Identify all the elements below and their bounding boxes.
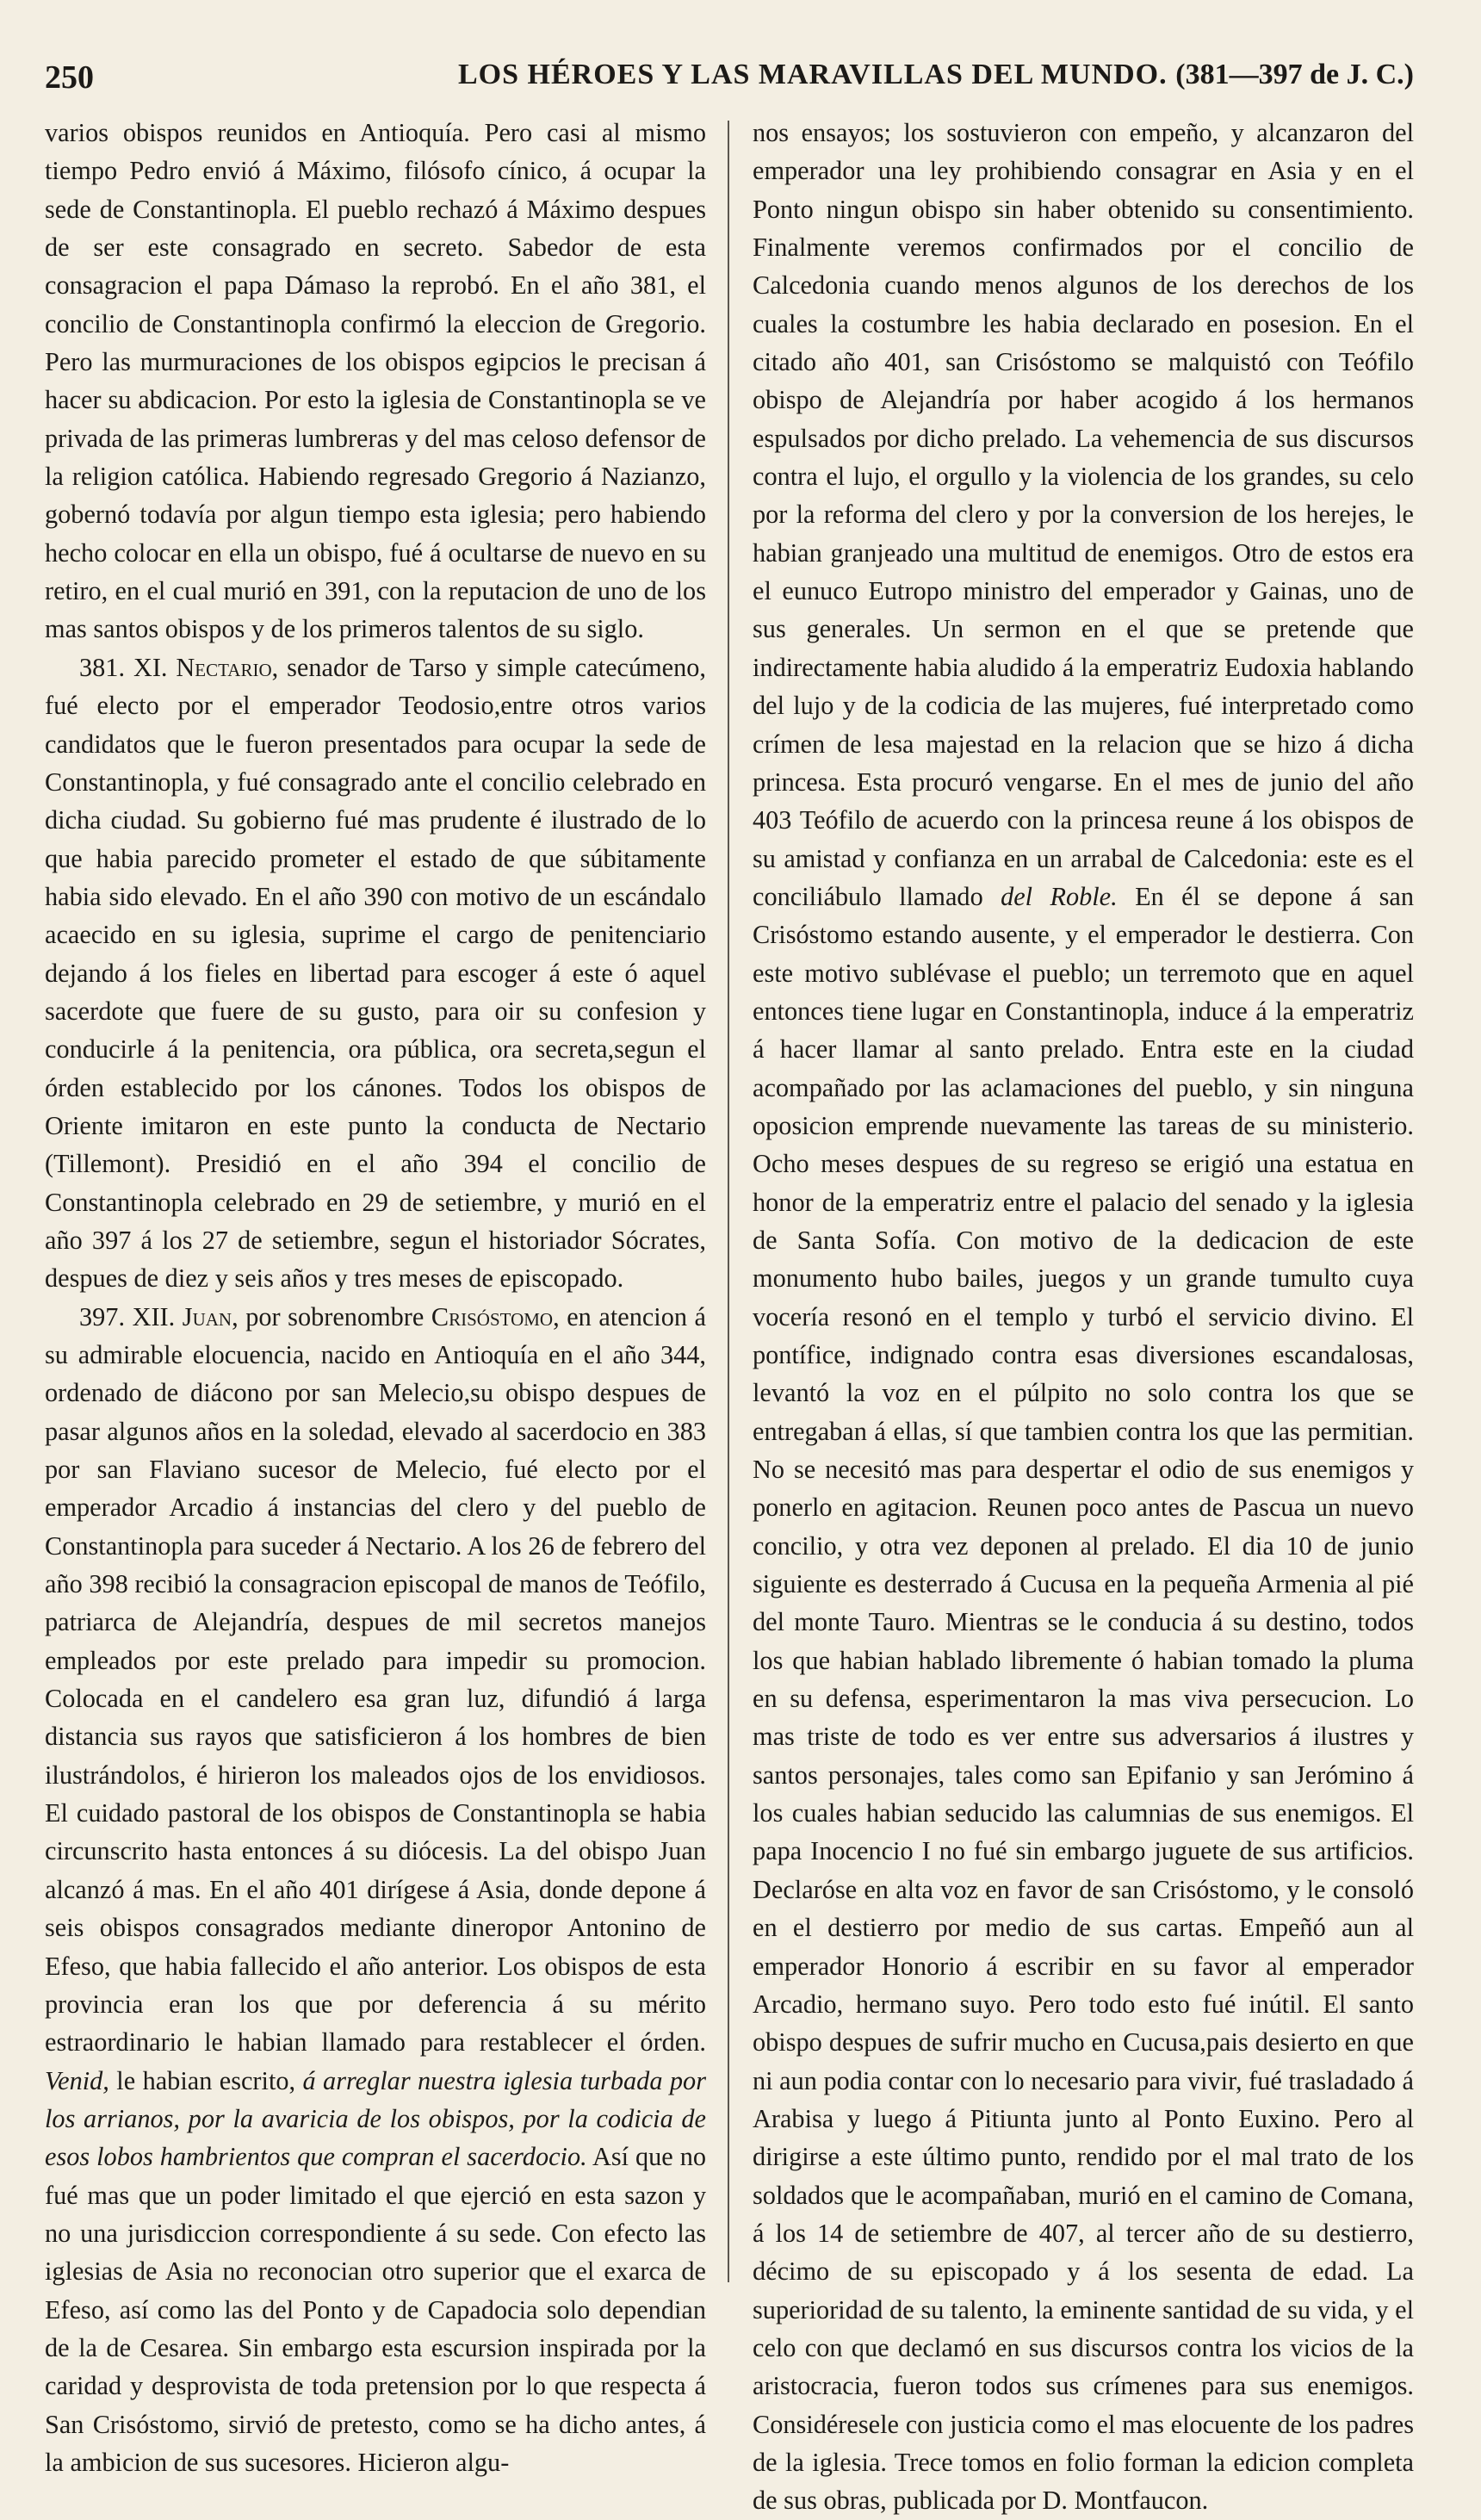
paragraph-juan xyxy=(45,1298,706,2482)
page-header xyxy=(45,59,1414,98)
section-number: 381. xyxy=(79,652,126,682)
right-column xyxy=(753,114,1414,2516)
bishop-name: Nectario xyxy=(176,652,272,682)
paragraph-text: En él se depone á san Crisóstomo estando ausente, y el emperador le destierra. Con este motivo sublévase el pueblo; un terremoto que en aquel entonces tiene lugar en Constantinopla, induce á la emperatriz á hacer llamar al santo prelado. Entra este en la ciudad acompañado por las aclamaciones del pueblo, y sin ninguna oposicion emprende nuevamente las tareas de su ministerio. Ocho meses despues de su regreso se erigió una estatua en honor de la emperatriz entre el palacio del senado y la iglesia de Santa Sofía. Con motivo de la dedicacion de este monumento hubo bailes, juegos y un grande tumulto cuya vocería resonó en el templo y turbó el servicio divino. El pontífice, indignado contra esas diversiones escandalosas, levantó la voz en el púlpito no solo contra los que se entregaban á ellas, sí que tambien contra los que las permitian. No se necesitó mas para despertar el odio de sus enemigos y ponerlo en agitacion. Reunen poco antes de Pascua un nuevo concilio, y otra vez deponen al prelado. El dia 10 de junio siguiente es desterrado á Cucusa en la pequeña Armenia al pié del monte Tauro. Mientras se le conducia á su destino, todos los que habian hablado libremente ó habian tomado la pluma en su defensa, esperimentaron la mas viva persecucion. Lo mas triste de todo es ver entre sus adversarios á ilustres y santos personajes, tales como san Epifanio y san Jerómino á los cuales habian seducido las calumnias de sus enemigos. El papa Inocencio I no fué sin embargo juguete de sus artificios. Declaróse en alta voz en favor de san Crisóstomo, y le consoló en el destierro por medio de sus cartas. Empeñó aun al emperador Honorio á escribir en su favor al emperador Arcadio, hermano suyo. Pero todo esto fué inútil. El santo obispo despues de sufrir mucho en Cucusa,pais desierto en que ni aun podia contar con lo necesario para vivir, fué trasladado á Arabisa y luego á Pitiunta junto al Ponto Euxino. Pero al dirigirse a este último punto, rendido por el mal trato de los soldados que le acompañaban, murió en el camino de Comana, á los 14 de setiembre de 407, al tercer año de su destierro, décimo de su episcopado y á los sesenta de edad. La superioridad de su talento, la eminente santidad de su vida, y el celo con que declamó en sus discursos contra los vicios de la aristocracia, fueron todos sus crímenes para sus enemigos. Considéresele con justicia como el mas elocuente de los padres de la iglesia. Trece tomos en folio forman la edicion completa de sus obras, publicada por D. Montfaucon. xyxy=(753,881,1414,2516)
paragraph-crisostomo xyxy=(753,114,1414,2520)
letter-quote: á arreglar nuestra iglesia turbada por los arrianos, por la avaricia de los obispos, por la codicia de esos lobos hambrientos que compran el sacerdocio. xyxy=(45,2065,706,2172)
paragraph-text: nos ensayos; los sostuvieron con empeño, y alcanzaron del emperador una ley prohibiendo consagrar en Asia y en el Ponto ningun obispo sin haber obtenido su consentimiento. Finalmente veremos confirmados por el concilio de Calcedonia cuando menos algunos de los derechos de los cuales la costumbre les habia declarado en posesion. En el citado año 401, san Crisóstomo se malquistó con Teófilo obispo de Alejandría por haber acogido á los hermanos espulsados por dicho prelado. La vehemencia de sus discursos contra el lujo, el orgullo y la violencia de los grandes, su celo por la reforma del clero y por la conversion de los herejes, le habian granjeado una multitud de enemigos. Otro de estos era el eunuco Eutropo ministro del emperador y Gainas, uno de sus generales. Un sermon en el que se pretende que indirectamente habia aludido á la emperatriz Eudoxia hablando del lujo y de la codicia de las mujeres, fué interpretado como crímen de lesa majestad en la relacion que se hizo á dicha princesa. Esta procuró vengarse. En el mes de junio del año 403 Teófilo de acuerdo con la princesa reune á los obispos de su amistad y confianza en un arrabal de Calcedonia: este es el conciliábulo llamado xyxy=(753,118,1414,911)
quote-intro: Venid, xyxy=(45,2065,109,2095)
paragraph-text: Así que no fué mas que un poder limitado el que ejerció en esta sazon y no una jurisdiccion correspondiente á su sede. Con efecto las iglesias de Asia no reconocian otro superior que el exarca de Efeso, así como las del Ponto y de Capadocia solo dependian de la de Cesarea. Sin embargo esta escursion inspirada por la caridad y desprovista de toda pretension por lo que respecta á San Crisóstomo, sirvió de pretesto, como se ha dicho antes, á la ambicion de sus sucesores. Hicieron algu- xyxy=(45,2142,706,2477)
paragraph-maximo: varios obispos reunidos en Antioquía. Pero casi al mismo tiempo Pedro envió á Máximo, filósofo cínico, á ocupar la sede de Constantinopla. El pueblo rechazó á Máximo despues de ser este consagrado en secreto. Sabedor de esta consagracion el papa Dámaso la reprobó. En el año 381, el concilio de Constantinopla confirmó la eleccion de Gregorio. Pero las murmuraciones de los obispos egipcios le precisan á hacer su abdicacion. Por esto la iglesia de Constantinopla se ve privada de las primeras lumbreras y del mas celoso defensor de la religion católica. Habiendo regresado Gregorio á Nazianzo, gobernó todavía por algun tiempo esta iglesia; pero habiendo hecho colocar en ella un obispo, fué á ocultarse de nuevo en su retiro, en el cual murió en 391, con la reputacion de uno de los mas santos obispos y de los primeros talentos de su siglo. xyxy=(45,118,706,644)
paragraph-text: le habian escrito, xyxy=(108,2065,303,2095)
running-title: LOS HÉROES Y LAS MARAVILLAS DEL MUNDO. xyxy=(458,59,1168,90)
left-column xyxy=(45,114,707,2477)
roman-numeral: XII. xyxy=(132,1301,176,1331)
page-number: 250 xyxy=(45,59,94,96)
bishop-surname: Crisóstomo xyxy=(431,1301,554,1331)
council-name: del Roble. xyxy=(1001,881,1118,911)
roman-numeral: XI. xyxy=(133,652,168,682)
bishop-name: Juan xyxy=(182,1301,232,1331)
paragraph-text: , senador de Tarso y simple catecúmeno, fué electo por el emperador Teodosio,entre otros varios candidatos que le fueron presentados para ocupar la sede de Constantinopla, y fué consagrado ante el concilio celebrado en dicha ciudad. Su gobierno fué mas prudente é ilustrado de lo que habia parecido prometer el estado de que súbitamente habia sido elevado. En el año 390 con motivo de un escándalo acaecido en su iglesia, suprime el cargo de penitenciario dejando á los fieles en libertad para escoger á este ó aquel sacerdote que fuere de su gusto, para oir su confesion y conducirle á la penitencia, ora pública, ora secreta,segun el órden establecido por los cánones. Todos los obispos de Oriente imitaron en este punto la conducta de Nectario (Tillemont). Presidió en el año 394 el concilio de Constantinopla celebrado en 29 de setiembre, y murió en el año 397 á los 27 de setiembre, segun el historiador Sócrates, despues de diez y seis años y tres meses de episcopado. xyxy=(45,652,707,1294)
paragraph-text: , por sobrenombre xyxy=(232,1301,431,1331)
column-divider xyxy=(728,121,729,2282)
section-number: 397. xyxy=(79,1301,126,1331)
date-range: (381—397 de J. C.) xyxy=(1175,59,1414,90)
paragraph-nectario xyxy=(45,649,706,1298)
paragraph-text: , en atencion á su admirable elocuencia, nacido en Antioquía en el año 344, ordenado de diácono por san Melecio,su obispo despues de pasar algunos años en la soledad, elevado al sacerdocio en 383 por san Flaviano sucesor de Melecio, fué electo por el emperador Arcadio á instancias del clero y del pueblo de Constantinopla para suceder á Nectario. A los 26 de febrero del año 398 recibió la consagracion episcopal de manos de Teófilo, patriarca de Alejandría, despues de mil secretos manejos empleados por este prelado para impedir su promocion. Colocada en el candelero esa gran luz, difundió á larga distancia sus rayos que satisficieron á los hombres de bien ilustrándolos, é hirieron los maleados ojos de los envidiosos. El cuidado pastoral de los obispos de Constantinopla se habia circunscrito hasta entonces á su diócesis. La del obispo Juan alcanzó á mas. En el año 401 dirígese á Asia, donde depone á seis obispos consagrados mediante dineropor Antonino de Efeso, que habia fallecido el año anterior. Los obispos de esta provincia eran los que por deferencia á su mérito estraordinario le habian llamado para restablecer el órden. xyxy=(45,1301,707,2058)
